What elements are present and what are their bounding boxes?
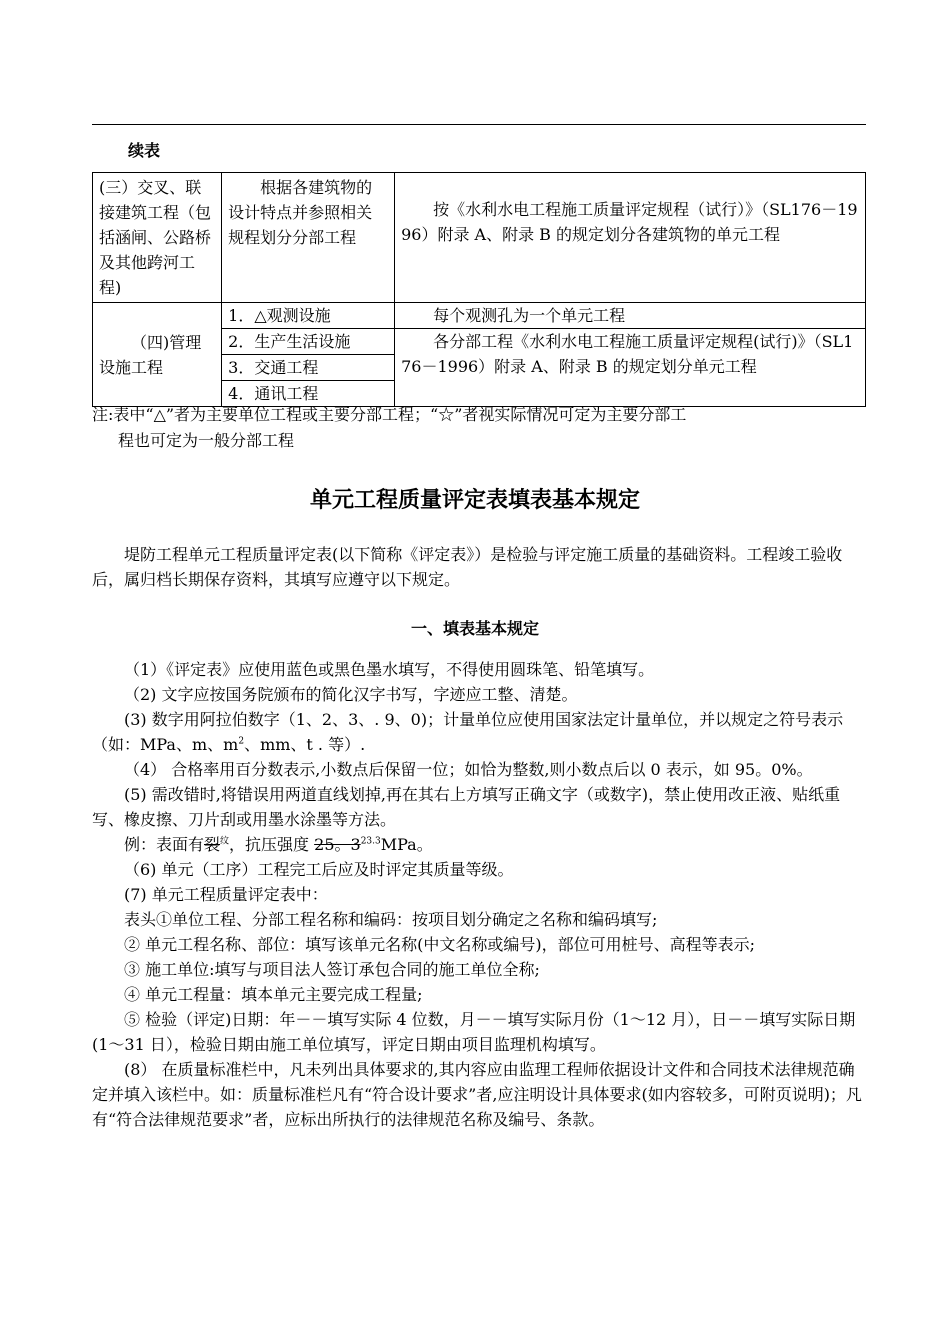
division-table (92, 172, 866, 407)
table-cell: (三）交叉、联接建筑工程（包括涵闸、公路桥及其他跨河工程) (93, 173, 222, 303)
rule-item: (8） 在质量标准栏中，凡未列出具体要求的,其内容应由监理工程师依据设计文件和合同技术法律规范确定并填入该栏中。如：质量标准栏凡有“符合设计要求”者,应注明设计具体要求(如内容较多，可附页说明)；凡有“符合法律规范要求”者，应标出所执行的法律规范名称及编号、条款。 (92, 1060, 862, 1129)
rule-subitem: ③ 施工单位:填写与项目法人签订承包合同的施工单位全称; (124, 960, 540, 979)
table-cell: 根据各建筑物的设计特点并参照相关规程划分分部工程 (222, 173, 395, 303)
table-note (92, 402, 866, 454)
table-cell: 按《水利水电工程施工质量评定规程（试行）》（SL176－1996）附录 A、附录 B 的规定划分各建筑物的单元工程 (395, 173, 866, 303)
note-line: 程也可定为一般分部工程 (118, 431, 295, 450)
rule-item: （4） 合格率用百分数表示,小数点后保留一位；如恰为整数,则小数点后以 0 表示，如 95。0%。 (124, 760, 813, 779)
rule-item: (7) 单元工程质量评定表中： (124, 885, 328, 904)
note-line: 注:表中“△”者为主要单位工程或主要分部工程；“☆”者视实际情况可定为主要分部工 (92, 405, 687, 424)
rule-item: （1）《评定表》应使用蓝色或黑色墨水填写，不得使用圆珠笔、铅笔填写。 (124, 660, 655, 679)
correction-number: 23.3 (360, 836, 381, 847)
table-cell: 2．生产生活设施 (222, 329, 395, 355)
continued-label: 续表 (128, 141, 161, 160)
rule-item (92, 707, 870, 757)
section-heading: 一、填表基本规定 (410, 619, 539, 638)
table-cell: 每个观测孔为一个单元工程 (395, 303, 866, 329)
rule-item: （6) 单元（工序）工程完工后应及时评定其质量等级。 (124, 860, 514, 879)
header-rule (92, 124, 866, 125)
rule-item: (5) 需改错时,将错误用两道直线划掉,再在其右上方填写正确文字（或数字)，禁止使用改正液、贴纸重写、橡皮擦、刀片刮或用墨水涂墨等方法。 (92, 785, 841, 829)
page-title: 单元工程质量评定表填表基本规定 (309, 488, 640, 513)
table-cell: （四)管理设施工程 (93, 303, 222, 407)
rule-subitem: ⑤ 检验（评定)日期：年－－填写实际 4 位数，月－－填写实际月份（1～12 月），日－－填写实际日期(1～31 日），检验日期由施工单位填写，评定日期由项目监理机构填写。 (92, 1010, 856, 1054)
correction-char: 纹 (220, 836, 230, 847)
table-cell: 4．通讯工程 (222, 381, 395, 407)
table-row (93, 303, 866, 329)
rules-list (92, 657, 870, 1132)
intro-paragraph (92, 542, 870, 592)
table-cell: 各分部工程《水利水电工程施工质量评定规程(试行)》（SL176－1996）附录 A、附录 B 的规定划分单元工程 (395, 329, 866, 407)
intro-text: 堤防工程单元工程质量评定表(以下简称《评定表》）是检验与评定施工质量的基础资料。工程竣工验收后，属归档长期保存资料，其填写应遵守以下规定。 (92, 545, 843, 589)
table-row (93, 173, 866, 303)
example-mid: ，抗压强度 (229, 835, 315, 854)
table-cell: 3．交通工程 (222, 355, 395, 381)
rule-subitem: 表头①单位工程、分部工程名称和编码：按项目划分确定之名称和编码填写; (124, 910, 658, 929)
example-prefix: 例：表面有 (124, 835, 205, 854)
rule-subitem: ④ 单元工程量：填本单元主要完成工程量; (124, 985, 423, 1004)
struck-char: 裂 (204, 835, 221, 854)
rule3-text-b: 、mm、t . 等）. (244, 735, 366, 754)
example-line (92, 832, 870, 857)
superscript-2: 2 (238, 736, 245, 747)
table-cell: 1．△观测设施 (222, 303, 395, 329)
example-suffix: MPa。 (380, 835, 433, 854)
struck-number: 25。3 (314, 835, 361, 854)
rule-subitem: ② 单元工程名称、部位：填写该单元名称(中文名称或编号)，部位可用桩号、高程等表示; (124, 935, 755, 954)
rule3-text-a: (3) 数字用阿拉伯数字（1、2、3、. 9、0)；计量单位应使用国家法定计量单位，并以规定之符号表示（如：MPa、m、m (92, 710, 844, 754)
rule-item: （2) 文字应按国务院颁布的简化汉字书写，字迹应工整、清楚。 (124, 685, 578, 704)
